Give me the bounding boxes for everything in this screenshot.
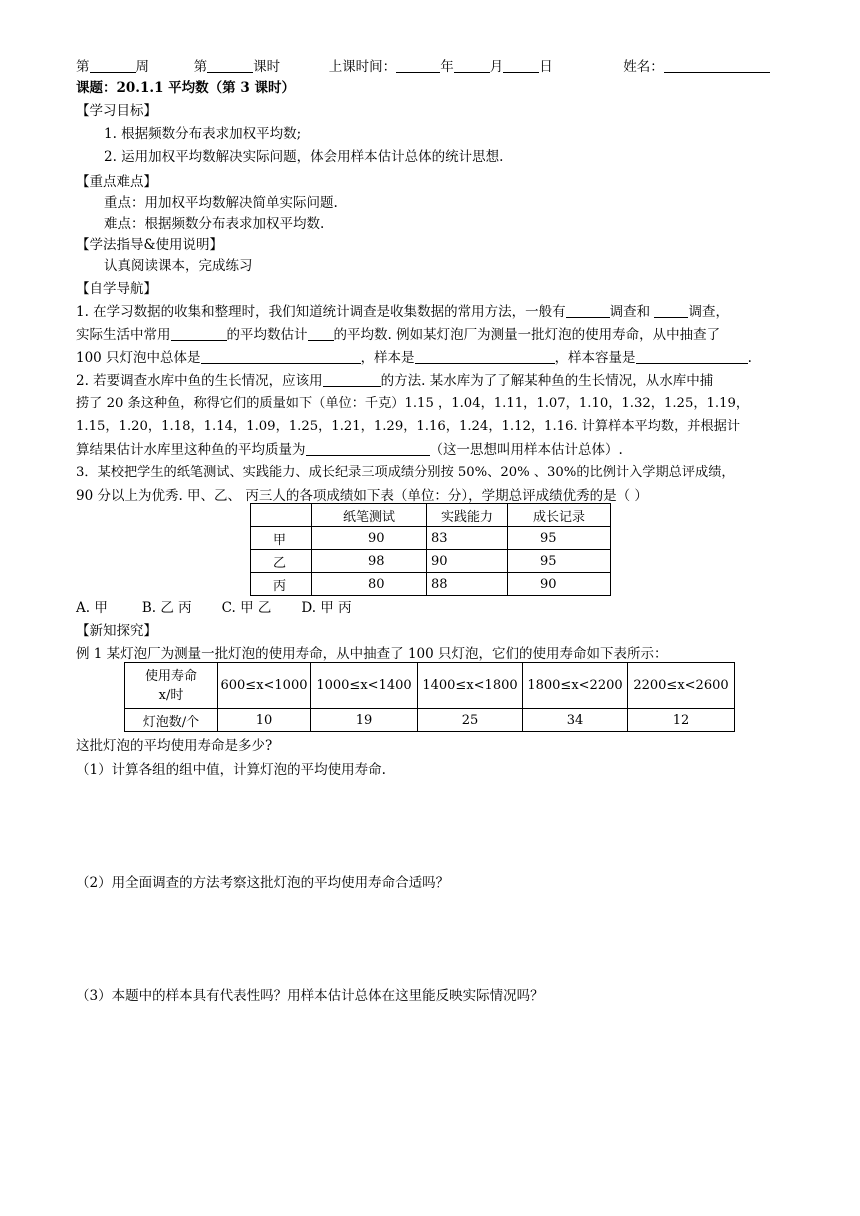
- goal-item-1: 1. 根据频数分布表求加权平均数;: [104, 126, 302, 142]
- keys-heading: 【重点难点】: [76, 174, 157, 190]
- q1-text-e: 的平均数估计: [226, 327, 308, 343]
- q1-line2: [76, 325, 720, 345]
- lesson-blank[interactable]: [207, 58, 253, 73]
- nav-heading: 【自学导航】: [76, 281, 157, 297]
- table-cell: 90: [312, 527, 427, 550]
- table-header: 灯泡数/个: [125, 709, 218, 732]
- q1-blank-1[interactable]: [566, 303, 610, 318]
- goals-heading: 【学习目标】: [76, 103, 157, 119]
- table-cell: 25: [418, 709, 523, 732]
- q2-line2: 捞了 20 条这种鱼，称得它们的质量如下（单位：千克）1.15 ，1.04，1.11，1.07，1.10，1.32，1.25，1.19，: [76, 396, 750, 411]
- q2-line4: [76, 440, 623, 460]
- month-label: 月: [489, 59, 504, 75]
- table-cell: 丙: [251, 573, 312, 596]
- q1-text-h: ，样本是: [360, 350, 415, 366]
- lesson-label: 第: [193, 59, 208, 75]
- table-cell: 90: [508, 573, 611, 596]
- table-cell: [251, 504, 312, 527]
- q1-blank-2[interactable]: [654, 303, 688, 318]
- q1-text-d: 实际生活中常用: [76, 327, 171, 343]
- q1-line1: [76, 302, 729, 322]
- table-cell: 12: [628, 709, 735, 732]
- table-row: [251, 550, 611, 573]
- table-header: [125, 663, 218, 709]
- week-suffix: 周: [135, 59, 149, 75]
- option-a[interactable]: A. 甲: [76, 600, 108, 616]
- explore-heading: 【新知探究】: [76, 623, 157, 639]
- lesson-suffix: 课时: [253, 59, 281, 75]
- q2-text-a: 2. 若要调查水库中鱼的生长情况，应该用: [76, 373, 323, 389]
- q1-text-j: .: [747, 350, 752, 366]
- year-label: 年: [440, 59, 454, 75]
- option-c[interactable]: C. 甲 乙: [221, 600, 272, 616]
- table-header: 1000≤x<1400: [311, 663, 418, 709]
- table-row: [125, 709, 735, 732]
- week-label: 第: [76, 59, 90, 75]
- table-cell: 95: [508, 527, 611, 550]
- year-blank[interactable]: [396, 58, 440, 73]
- header-line: [76, 57, 770, 77]
- table-cell: 98: [312, 550, 427, 573]
- q2-text-f: （这一思想叫用样本估计总体）.: [429, 442, 623, 458]
- q1-blank-6[interactable]: [415, 349, 555, 364]
- table-header: 600≤x<1000: [218, 663, 311, 709]
- q2-text-e: 算结果估计水库里这种鱼的平均质量为: [76, 442, 306, 458]
- table-row: [125, 663, 735, 709]
- guide-heading: 【学法指导&使用说明】: [76, 237, 224, 253]
- q1-text-g: 100 只灯泡中总体是: [76, 350, 201, 366]
- table-header: 1800≤x<2200: [523, 663, 628, 709]
- q1-text-b: 调查和: [609, 304, 651, 320]
- q1-text-a: 1. 在学习数据的收集和整理时，我们知道统计调查是收集数据的常用方法，一般有: [76, 304, 566, 320]
- day-blank[interactable]: [503, 58, 539, 73]
- time-label: 上课时间：: [328, 59, 397, 75]
- guide-text: 认真阅读课本，完成练习: [104, 258, 253, 274]
- table-cell: 95: [508, 550, 611, 573]
- table-cell: 甲: [251, 527, 312, 550]
- lesson-title: 课题：20.1.1 平均数（第 3 课时）: [76, 80, 295, 96]
- part-1: （1）计算各组的组中值，计算灯泡的平均使用寿命.: [76, 762, 386, 778]
- table-cell: 乙: [251, 550, 312, 573]
- table-row: [251, 504, 611, 527]
- q1-blank-5[interactable]: [201, 349, 361, 364]
- name-label: 姓名：: [623, 59, 664, 75]
- key-point: 重点：用加权平均数解决简单实际问题.: [104, 195, 338, 211]
- header-unit: x/时: [158, 687, 184, 703]
- table-cell: 83: [427, 527, 508, 550]
- q1-blank-4[interactable]: [308, 326, 334, 341]
- table-row: [251, 573, 611, 596]
- table-header: 1400≤x<1800: [418, 663, 523, 709]
- table-cell: 90: [427, 550, 508, 573]
- week-blank[interactable]: [90, 58, 136, 73]
- q2-line3: 1.15，1.20，1.18，1.14，1.09，1.25，1.21，1.29，1.16，1.24，1.12，1.16. 计算样本平均数，并根据计: [76, 419, 741, 434]
- option-d[interactable]: D. 甲 丙: [301, 600, 352, 616]
- q1-text-c: 调查，: [688, 304, 729, 320]
- difficult-point: 难点：根据频数分布表求加权平均数.: [104, 216, 325, 232]
- table-cell: 88: [427, 573, 508, 596]
- part-3: （3）本题中的样本具有代表性吗？用样本估计总体在这里能反映实际情况吗？: [76, 988, 544, 1004]
- example-1-text: 例 1 某灯泡厂为测量一批灯泡的使用寿命，从中抽查了 100 只灯泡，它们的使用寿命如下表所示：: [76, 646, 668, 662]
- q2-text-b: 的方法. 某水库为了了解某种鱼的生长情况，从水库中捕: [380, 373, 714, 389]
- part-2: （2）用全面调查的方法考察这批灯泡的平均使用寿命合适吗？: [76, 875, 450, 891]
- q1-text-f: 的平均数. 例如某灯泡厂为测量一批灯泡的使用寿命，从中抽查了: [333, 327, 721, 343]
- day-label: 日: [539, 59, 553, 75]
- table-cell: 80: [312, 573, 427, 596]
- table-header: 成长记录: [508, 504, 611, 527]
- q2-line1: [76, 371, 713, 391]
- example-question: 这批灯泡的平均使用寿命是多少?: [76, 738, 273, 754]
- table-header: 2200≤x<2600: [628, 663, 735, 709]
- q1-text-i: ，样本容量是: [554, 350, 636, 366]
- table-header: 纸笔测试: [312, 504, 427, 527]
- q3-line1: 3．某校把学生的纸笔测试、实践能力、成长纪录三项成绩分别按 50%、20% 、30%的比例计入学期总评成绩，: [76, 465, 735, 480]
- q2-blank-1[interactable]: [323, 372, 381, 387]
- q1-blank-3[interactable]: [171, 326, 227, 341]
- q2-blank-2[interactable]: [306, 441, 430, 456]
- table-header: 实践能力: [427, 504, 508, 527]
- q1-line3: [76, 348, 752, 368]
- option-b[interactable]: B. 乙 丙: [141, 600, 192, 616]
- q3-line2: 90 分以上为优秀. 甲、乙、 丙三人的各项成绩如下表（单位：分），学期总评成绩优秀的是（ ）: [76, 488, 648, 504]
- header-lifetime: 使用寿命: [144, 668, 197, 684]
- table-row: [251, 527, 611, 550]
- table-cell: 19: [311, 709, 418, 732]
- name-blank[interactable]: [664, 58, 770, 73]
- table-cell: 34: [523, 709, 628, 732]
- q1-blank-7[interactable]: [636, 349, 748, 364]
- table-cell: 10: [218, 709, 311, 732]
- scores-table: [250, 503, 611, 596]
- goal-item-2: 2. 运用加权平均数解决实际问题，体会用样本估计总体的统计思想.: [104, 149, 504, 165]
- q3-options: [76, 598, 352, 618]
- lifetime-table: [124, 662, 735, 732]
- month-blank[interactable]: [454, 58, 490, 73]
